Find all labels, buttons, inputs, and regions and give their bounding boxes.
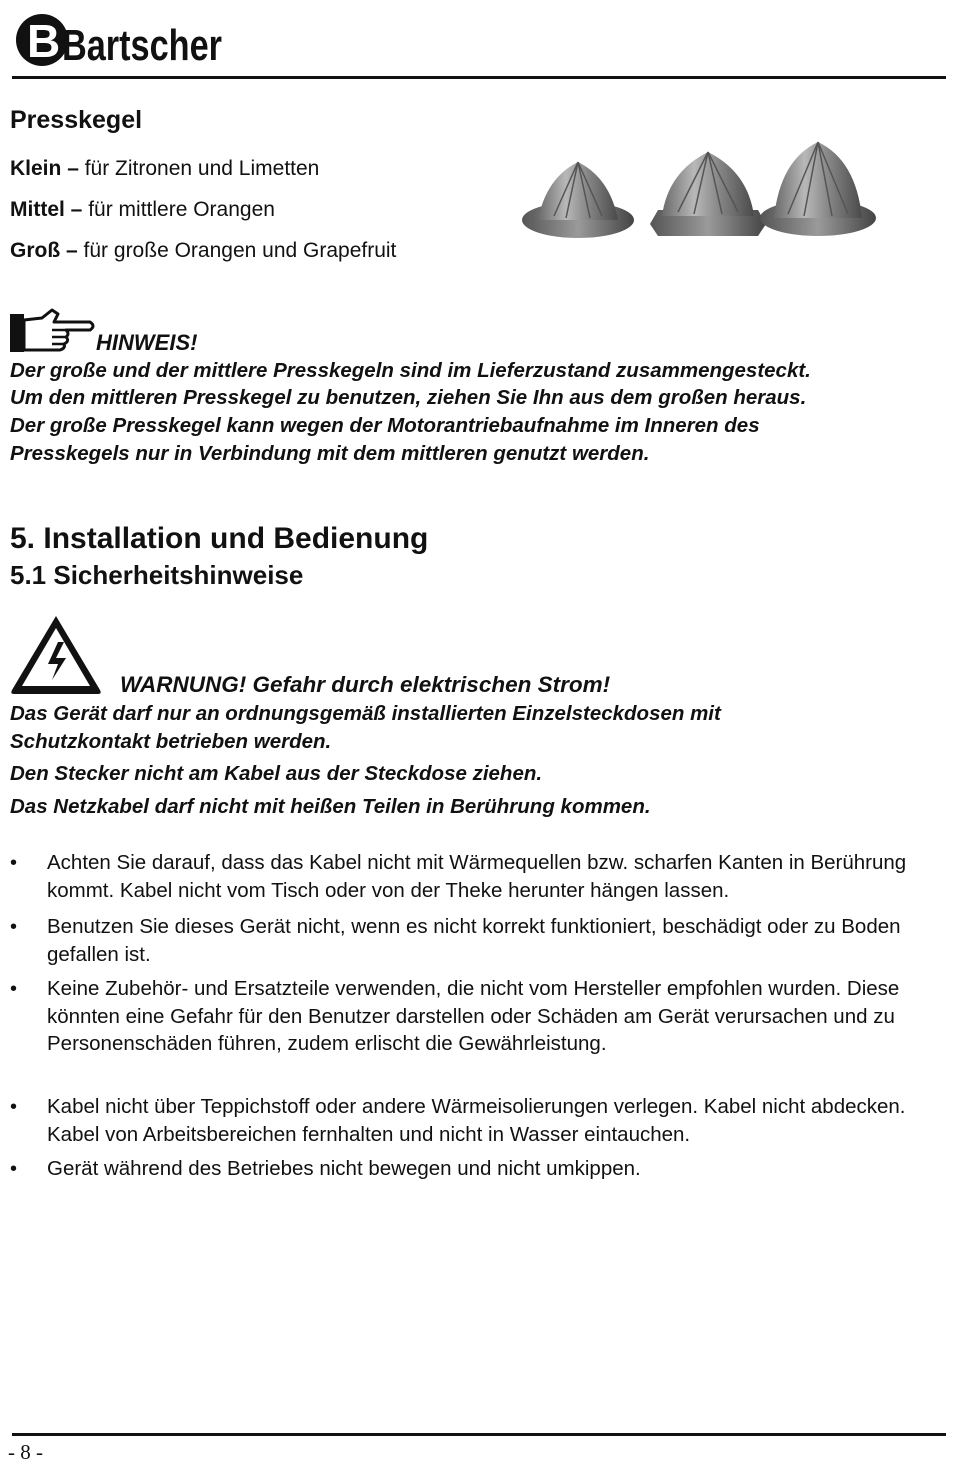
- chapter-subtitle: 5.1 Sicherheitshinweise: [10, 560, 304, 590]
- page-number: - 8 -: [8, 1440, 43, 1464]
- footer-rule: [12, 1433, 946, 1436]
- notice-line: Der große Presskegel kann wegen der Motorantriebaufnahme im Inneren des: [10, 414, 760, 437]
- juicer-cones-image: [518, 138, 880, 250]
- bullet-text: Kabel nicht über Teppichstoff oder andere Wärmeisolierungen verlegen. Kabel nicht abdecken. Kabel von Arbeitsbereichen fernhalten und nicht in Wasser eintauchen.: [47, 1095, 906, 1146]
- bullet-text: Gerät während des Betriebes nicht bewegen und nicht umkippen.: [47, 1157, 641, 1180]
- warning-line: Schutzkontakt betrieben werden.: [10, 730, 332, 753]
- small-cone-image: [522, 162, 634, 238]
- bullet-dot: •: [10, 1158, 18, 1180]
- bullet-dot: •: [10, 852, 18, 874]
- section-title-presskegel: Presskegel: [10, 106, 143, 134]
- warning-line: Das Gerät darf nur an ordnungsgemäß installierten Einzelsteckdosen mit: [10, 702, 721, 725]
- header-rule: [12, 76, 946, 79]
- cone-dash: –: [67, 157, 79, 180]
- cone-dash: –: [70, 198, 83, 221]
- warning-line: Den Stecker nicht am Kabel aus der Steckdose ziehen.: [10, 762, 543, 785]
- medium-cone-image: [650, 152, 766, 236]
- bullet-dot: •: [10, 978, 18, 1000]
- cone-item-large: [10, 239, 396, 263]
- cone-dash: –: [66, 239, 78, 262]
- cone-name: Groß: [10, 239, 61, 262]
- bullet-text: Keine Zubehör- und Ersatzteile verwenden, die nicht vom Hersteller empfohlen wurden. Diese könnten eine Gefahr für den Benutzer darstellen oder Schäden am Gerät verursachen und zu Personenschäden führen, zudem erlischt die Gewährleistung.: [47, 977, 900, 1055]
- chapter-title: 5. Installation und Bedienung: [10, 522, 429, 555]
- cone-desc: für Zitronen und Limetten: [84, 157, 320, 180]
- bullet-dot: •: [10, 916, 18, 938]
- notice-line: Presskegels nur in Verbindung mit dem mittleren genutzt werden.: [10, 442, 650, 465]
- bartscher-logo: [12, 4, 227, 70]
- cone-name: Mittel: [10, 198, 65, 221]
- notice-line: Um den mittleren Presskegel zu benutzen, ziehen Sie Ihn aus dem großen heraus.: [10, 386, 807, 409]
- notice-line: Der große und der mittlere Presskegeln sind im Lieferzustand zusammengesteckt.: [10, 359, 811, 382]
- cone-desc: für mittlere Orangen: [88, 198, 275, 221]
- cone-desc: für große Orangen und Grapefruit: [83, 239, 397, 262]
- bullet-text: Benutzen Sie dieses Gerät nicht, wenn es nicht korrekt funktioniert, beschädigt oder zu Boden gefallen ist.: [47, 915, 901, 966]
- warning-line: Das Netzkabel darf nicht mit heißen Teilen in Berührung kommen.: [10, 795, 651, 818]
- electric-warning-icon: [8, 612, 104, 696]
- brand-name: Bartscher: [62, 21, 222, 70]
- large-cone-image: [760, 142, 876, 236]
- warning-heading: WARNUNG! Gefahr durch elektrischen Strom!: [120, 672, 611, 697]
- cone-name: Klein: [10, 157, 62, 180]
- notice-heading: HINWEIS!: [96, 330, 198, 355]
- bullet-text: Achten Sie darauf, dass das Kabel nicht mit Wärmequellen bzw. scharfen Kanten in Berührung kommt. Kabel nicht vom Tisch oder von der Theke herunter hängen lassen.: [47, 851, 907, 902]
- svg-text:B: B: [27, 15, 61, 67]
- cone-item-medium: [10, 198, 275, 222]
- cone-item-small: [10, 157, 319, 181]
- bullet-dot: •: [10, 1096, 18, 1118]
- pointing-hand-icon: [8, 306, 96, 356]
